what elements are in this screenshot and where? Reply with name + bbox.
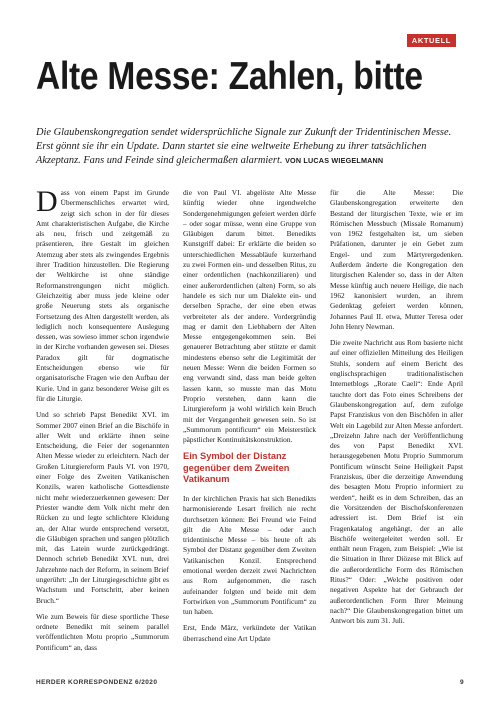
paragraph: Die zweite Nachricht aus Rom basierte nicht auf einer offiziellen Mitteilung des Heiligen Stuhls, sondern auf einem Bericht des englischsprachigen traditionalistischen Internetblogs „Rorate Caeli“: Ende April tauchte dort das Foto eines Schreibens der Glaubenskongregation auf, dem zufolge Papst Franziskus von den Bischöfen in aller Welt ein Lagebild zur Alten Messe anfordert. „Dreizehn Jahre nach der Veröffentlichung des von Papst Benedikt XVI. herausgegebenen Motu Proprio Summorum Pontificum wünscht Seine Heiligkeit Papst Franziskus, über die derzeitige Anwendung des besagten Motu Proprio informiert zu werden“, heißt es in dem Schreiben, das an die Vorsitzenden der Bischofskonferenzen adressiert ist. Dem Brief ist ein Fragenkatalog angehängt, der an alle Bischöfe weitergeleitet werden soll. Er enthält neun Fragen, zum Beispiel: „Wie ist die Situation in Ihrer Diözese mit Blick auf die außerordentliche Form des Römischen Ritus?“ Oder: „Welche positiven oder negativen Aspekte hat der Gebrauch der außerordentlichen Form Ihrer Meinung nach?“ Die Glaubenskongregation bittet um Antwort bis zum 31. Juli. xyxy=(330,338,463,626)
section-subheading: Ein Symbol der Distanz gegenüber dem Zweiten Vatikanum xyxy=(183,451,290,485)
page-footer xyxy=(36,679,464,686)
paragraph-text: ass von einem Papst im Grunde Übermenschliches erwartet wird, zeigt sich schon in der für dieses Amt charakteristischen Aufgabe, die Kirche als neu, frisch und zeitgemäß zu präsentieren, ihre Gestalt im gleichen Atemzug aber stets als zwingendes Ergebnis ihrer Tradition hinzustellen. Die Regierung der Weltkirche ist ohne ständige Reformanstrengungen nicht möglich. Gleichzeitig aber muss jede kleine oder große Neuerung stets als organische Fortsetzung des Alten dargestellt werden, als lediglich noch konsequentere Auslegung dessen, was sowieso immer schon irgendwie in der Kirche vorhanden gewesen sei. Dieses Paradox gilt für dogmatische Entscheidungen ebenso wie für organisatorische Fragen wie den Aufbau der Kurie. Und in ganz besonderer Weise gilt es für die Liturgie. xyxy=(36,188,169,403)
paragraph: Und so schrieb Papst Benedikt XVI. im Sommer 2007 einen Brief an die Bischöfe in aller Welt und erklärte ihnen seine Entscheidung, die Feier der sogenannten Alten Messe wieder zu erleichtern. Nach der Großen Liturgiereform Pauls VI. von 1970, einer Folge des Zweiten Vatikanischen Konzils, waren katholische Gottesdienste nicht mehr wiederzuerkennen gewesen: Der Priester wandte dem Volk nicht mehr den Rücken zu und legte schlichtere Kleidung an, der Altar wurde entsprechend versetzt, die Gläubigen sprachen und sangen plötzlich mit, das Latein wurde zurückgedrängt. Dennoch schrieb Benedikt XVI. nun, drei Jahrzehnte nach der Reform, in seinem Brief ungerührt: „In der Liturgiegeschichte gibt es Wachstum und Fortschritt, aber keinen Bruch.“ xyxy=(36,410,169,605)
column-2 xyxy=(183,188,316,660)
author-byline: VON LUCAS WIEGELMANN xyxy=(285,156,384,166)
paragraph: für die Alte Messe: Die Glaubenskongregation erweiterte den Bestand der liturgischen Texte, wie er im Römischen Messbuch (Missale Romanum) von 1962 festgehalten ist, um sieben Präfationen, darunter je ein Gebet zum Engel- und zum Märtyrergedenken. Außerdem änderte die Kongregation den liturgischen Kalender so, dass in der Alten Messe künftig auch neuere Heilige, die nach 1962 kanonisiert wurden, an ihrem Gedenktag gefeiert werden können, Johannes Paul II. etwa, Mutter Teresa oder John Henry Newman. xyxy=(330,188,463,331)
article-teaser xyxy=(36,126,464,169)
paragraph: In der kirchlichen Praxis hat sich Benedikts harmonisierende Lesart freilich nie recht durchsetzen können: Bei Freund wie Feind gilt die Alte Messe – oder auch tridentinische Messe – bis heute oft als Symbol der Distanz gegenüber dem Zweiten Vatikanischen Konzil. Entsprechend emotional werden derzeit zwei Nachrichten aus Rom aufgenommen, die rasch aufeinander folgten und beide mit dem Fortwirken von „Summorum Pontificum“ zu tun haben. xyxy=(183,493,316,617)
publication-info: HERDER KORRESPONDENZ 6/2020 xyxy=(36,679,158,686)
teaser-text: Die Glaubenskongregation sendet widersprüchliche Signale zur Zukunft der Tridentinischen Messe. Erst gönnt sie ihr ein Update. Dann startet sie eine weltweite Erhebung zu ihrer tatsächlichen Akzeptanz. Fans und Feinde sind gleichermaßen alarmiert. xyxy=(36,127,452,167)
paragraph: Wie zum Beweis für diese sportliche These ordnete Benedikt mit seinem parallel veröffentlichten Motu proprio „Summorum Pontificum“ an, dass xyxy=(36,611,169,652)
section-tag: AKTUELL xyxy=(407,34,456,47)
column-3 xyxy=(330,188,463,660)
paragraph: die von Paul VI. abgelöste Alte Messe künftig wieder ohne irgendwelche Sondergenehmigungen gefeiert werden dürfe – oder sogar müsse, wenn eine Gruppe von Gläubigen darum bittet. Benedikts Kunstgriff dabei: Er erklärte die beiden so unterschiedlichen Messabläufe kurzerhand zu zwei Formen ein- und desselben Ritus, zu einer ordentlichen (nachkonziliaren) und einer außerordentlichen (alten) Form, so als handele es sich nur um Dialekte ein- und derselben Sprache, der eine eben etwas verbreiteter als der andere. Vordergründig mag er damit den Liebhabern der Alten Messe entgegengekommen sein. Bei genauerer Betrachtung aber stützte er damit mindestens ebenso sehr die Legitimität der neuen Messe: Wenn die beiden Formen so eng verwandt sind, dass man beide gelten lassen kann, so musste man das Motu Proprio verstehen, dann kann die Liturgiereform ja wohl wirklich kein Bruch mit der Vergangenheit gewesen sein. So ist „Summorum pontificum“ ein Meisterstück päpstlicher Kontinuitätskonstruktion. xyxy=(183,188,316,445)
page-title: Alte Messe: Zahlen, bitte xyxy=(36,55,423,98)
article-body xyxy=(36,188,464,660)
paragraph: Erst, Ende März, verkündete der Vatikan überraschend eine Art Update xyxy=(183,623,316,643)
column-1 xyxy=(36,188,169,660)
paragraph xyxy=(36,188,169,404)
drop-cap: D xyxy=(36,188,58,218)
page-number: 9 xyxy=(459,679,464,686)
